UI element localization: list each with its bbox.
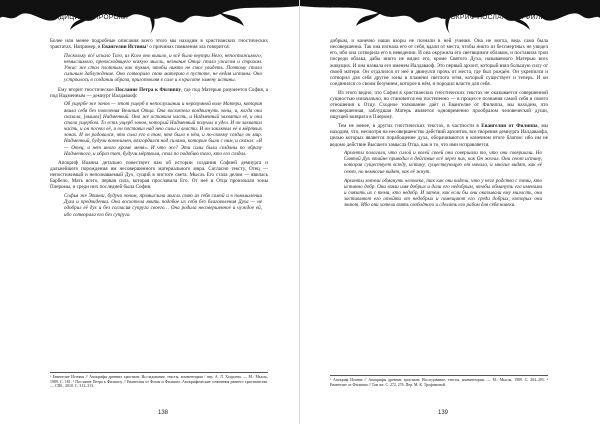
block-quote: Архонты полагали, что силой и волей своей они совершали то, что они совершали. Но Святой Дух втайне приводил в действие всё через них, как Он желал. Они сеют истину, которая существует всюду, истину, существующую от начала, и многие видят, как её сеют, но немногие видят, как её жнут. (344, 150, 542, 175)
block-quote: Поскольку всё искало Того, из Кого оно вышло, и всё было внутри Него, непостижимого, немыслимого, превосходящего всякую мысль, незнание Отца стало ужасом и страхом. Ужас же стал плотным, как туман, чтобы никто не смог увидеть. Поэтому стало сильным Заблуждение. Оно сотворило свою материю в пустоте, не ведая истины. Оно устроилось в создании образа, приготовляя в силе и в красоте замену истины. (64, 52, 262, 84)
footnotes (50, 372, 268, 389)
emphasis: Евангелии Истины (101, 44, 147, 51)
footnote: ¹ Евангелие Истины // Апокрифы древних христиан: Исследование, тексты, комментарии / пер. А. Л. Хосроева. — М.: Мысль, 1989. С. 181. ² Послание Петра к Филиппу // Евангелия от Фомы и Филиппа. Апокрифические сочинения раннего христианства. — СПб., 2010. С. 312–313. (50, 375, 268, 389)
paragraph: Ему вторит гностическое Послание Петра к Филиппу, где под Матерью разумеется София, а под Надменным — демиург Иалдаваоф: (50, 86, 268, 99)
emphasis: Евангелии от Филиппа (481, 123, 538, 130)
page-number: 139 (438, 410, 449, 416)
running-head: АПОКРИФ ПОСЛАНИЯ К ФИЛИППУ (440, 14, 560, 21)
paragraph: Апокриф Иоанна детально повествует нам об истории создания Софией демиурга и дальнейшего порождения им несовершенного материального мира. Согласно тексту, Отец — непостижимый и непознаваемый Дух, сущий в чистоте света. Мысль Его стала делом — явилась Барбело, Мать всего, первая сила, которая прославила Его. От неё и Отца произошли эоны Плеромы, и среди них последней была София. (50, 159, 268, 191)
paragraph: Более или менее подробные описания всего этого мы находим в христианских гностических трактатах. Например, в Евангелии Истины¹ о причинах появления зла говорится: (50, 38, 268, 51)
block-quote: Софья же Эпинои, будучи эоном, промыслила мысль свою из себя самой и в помышлении Духа и предвидении. Она восхотела явить подобие из себя без благоволения Духа — не одобрил её дух и без согласия супруга своего… Она родила несовершенное и чуждое ей, ибо сотворила его без супруга. (64, 193, 262, 218)
decorative-ornament-icon (0, 0, 300, 34)
footnotes (330, 375, 548, 387)
paragraph: добрым, и конечно наши взоры не познали в ней учения. Она не могла, ведь сама была несовершенна. Так она изгнала его от себя, вдали от места, чтобы никто из бессмертных не увидел его, ибо она сотворила его в неведении. И она окружила его светящимся облаком, и поставила трон посреди облака, дабы никто не видел его, кроме Святого Духа, называемого Матерью всех живущих. И она назвала его именем Иалдаваоф. Это первый архонт, который взял большую силу от своей матери. Он отдалился от неё и двинулся прочь от места, где был рождён. Он укрепился и сотворил для себя другие эоны в пламени светлого огня, который существует и теперь. И он соединился со своим безумием, которое в нём, и породил власти для себя. (330, 38, 548, 88)
emphasis: Послание Петра к Филиппу (115, 86, 182, 93)
main-text (330, 38, 548, 212)
paragraph: Из этого видно, что София в христианских гностических текстах не оказывается совершенной сущностью изначально, но становится ею постепенно — в процессе познания самой себя и своего отношения к Отцу. Сходное толкование даёт и Евангелие от Филиппа, мы находим, что несовершенная, заблудшая Матерь является одновременно прообразом человеческой души, ищущей возврата в Плерому. (330, 89, 548, 121)
footnote: ³ Апокриф Иоанна // Апокрифы древних христиан: Исследование, тексты, комментарии. — М.: Мысль, 1989. С. 204–205. ⁴ Евангелие от Филиппа // Там же. С. 272, 276. Пер. М. К. Трофимовой. (330, 378, 548, 387)
running-head: ТРАДИЦИИ И ПРОРОКИ (46, 14, 129, 21)
right-page (300, 0, 600, 424)
block-quote: Архонты хотели обмануть человека, так как они видели, что у него родство с теми, кто истинно добр. Они взяли имя добрых и дали его недобрым, чтобы обмануть его именами и связать их с теми, кто недобр. И затем, как если бы они оказывали ему милость, они заставляют его отойти от недобрых и помещают его среди добрых, которых они знают. Ибо они хотели взять свободного и сделать его рабом для себя навеки. (344, 177, 542, 209)
page-number: 138 (158, 410, 169, 416)
main-text (50, 38, 268, 221)
block-quote: Об ущербе же эонов — этот ущерб в непослушании и неразумной воле Матери, которая явила себя без повеления Величия Отца. Она восхотела воздвигнуть эоны, и, когда она сказала, [вышел] Надменный. Она же оставила часть, и Надменный захватил её, и она стала ущербом. То есть ущерб эонов, который Надменный получил в удел. И он захватил часть, и он посеял её, и он поставил над нею силы и власти. И он заключил её в мёртвых эонах. И он радовался, что сила его в том, что было в нём, и по-своему создал он мир. Надменный, будучи возвеличен, возгордился над силами, которые были с ним, и сказал: «Я — Отец, и нет иного кроме меня». И что же? Эти силы были созданы по образу Надменного, и образ тот, будучи мёртвым, стал по подобию того, кто его создал. (64, 101, 262, 157)
paragraph: Тем не менее, в других гностических текстах, в частности в Евангелии от Филиппа, мы находим, что, несмотря на несовершенство действий архонтов, все творения демиурга Иалдаваофа, целью которых является порабощение духа, оборачиваются в конечном итоге благом: ибо им не ведомо действие Высшего замысла Отца, как и то, что ими исправляется. (330, 123, 548, 148)
